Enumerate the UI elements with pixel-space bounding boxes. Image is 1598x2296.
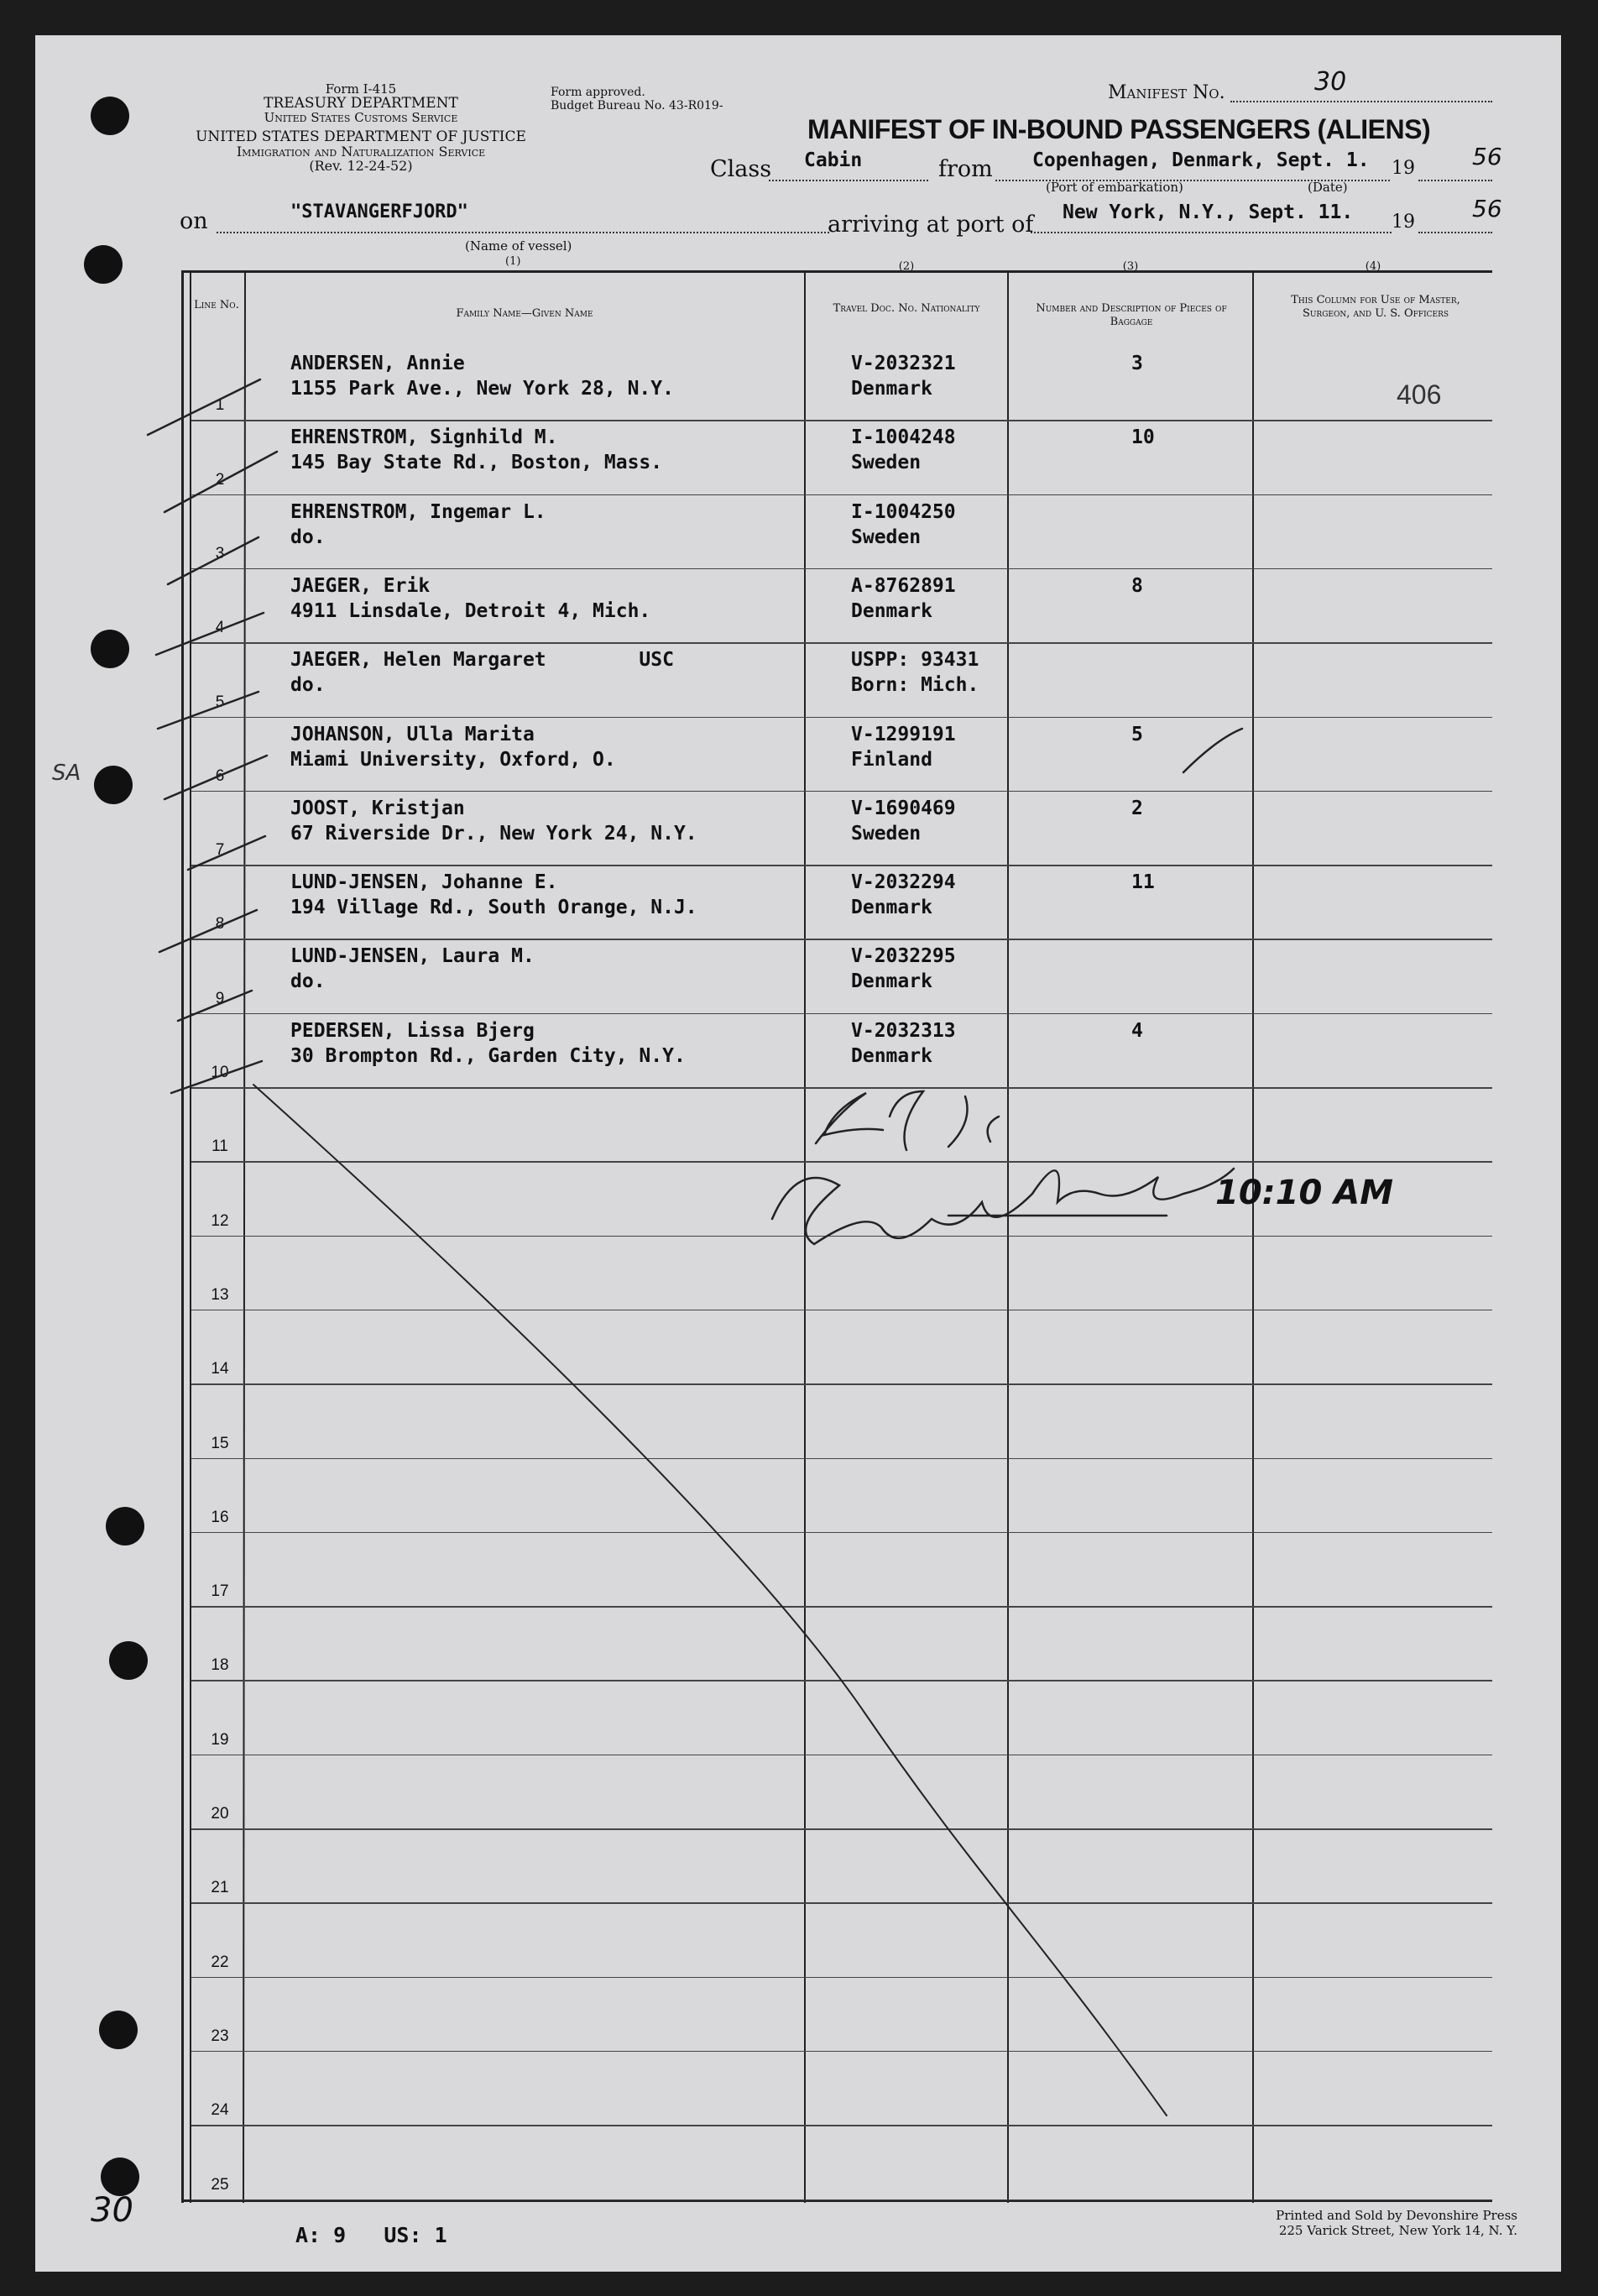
col-num-officers: (4) (1365, 260, 1381, 273)
travel-doc-number: V-2032313 (851, 1019, 956, 1042)
manifest-no-label: Manifest No. (1108, 82, 1225, 103)
cancel-line (253, 1085, 1167, 2116)
check-mark (188, 836, 265, 870)
manifest-no-value: 30 (1314, 67, 1347, 97)
travel-doc-number: A-8762891 (851, 574, 956, 597)
passenger-name: LUND-JENSEN, Laura M. (290, 945, 535, 968)
col-header-line: Line No. (194, 299, 239, 311)
travel-doc-number: I-1004250 (851, 500, 956, 523)
col-header-officers: This Column for Use of Master, Surgeon, and U. S. Officers (1291, 294, 1460, 320)
time-note: 10:10 AM (1215, 1174, 1394, 1212)
row-number: 5 (215, 693, 225, 711)
from-year: 56 (1472, 143, 1502, 170)
pen-tick (1183, 729, 1242, 772)
col-num-travel: (2) (898, 260, 915, 273)
officer-note: 406 (1397, 379, 1442, 410)
nationality: Sweden (851, 526, 922, 548)
row-number: 22 (211, 1953, 229, 1971)
class-label: Class (710, 156, 772, 182)
date-caption: (Date) (1308, 180, 1348, 195)
arrival-year-prefix: 19 (1392, 212, 1415, 233)
travel-doc-number: I-1004248 (851, 426, 956, 449)
row-number: 11 (212, 1138, 228, 1156)
customs-label: United States Customs Service (264, 110, 458, 125)
passenger-address: 194 Village Rd., South Orange, N.J. (290, 897, 697, 919)
baggage-count: 10 (1131, 426, 1155, 449)
nationality: Denmark (851, 599, 932, 622)
baggage-count: 5 (1131, 723, 1143, 745)
check-mark (168, 537, 258, 584)
travel-doc-number: V-1299191 (851, 723, 956, 745)
nationality: Denmark (851, 1044, 932, 1067)
travel-doc-number: V-2032321 (851, 353, 956, 374)
treasury-label: TREASURY DEPARTMENT (264, 95, 458, 112)
row-number: 12 (211, 1211, 229, 1230)
printer-line1: Printed and Sold by Devonshire Press (1276, 2208, 1517, 2223)
row-number: 18 (211, 1656, 229, 1675)
printer-imprint (1198, 2208, 1517, 2238)
check-mark (158, 692, 258, 729)
col-header-travel: Travel Doc. No. Nationality (833, 302, 980, 315)
signature-initials (816, 1091, 999, 1150)
check-mark (178, 991, 252, 1021)
col-header-baggage: Number and Description of Pieces of Baggage (1036, 302, 1227, 328)
passenger-address: Miami University, Oxford, O. (290, 748, 616, 771)
baggage-count: 8 (1131, 574, 1143, 597)
col-num-baggage: (3) (1122, 260, 1139, 273)
col-header-name: Family Name—Given Name (456, 307, 593, 320)
row-number: 7 (215, 841, 225, 860)
page-title: MANIFEST OF IN-BOUND PASSENGERS (ALIENS) (807, 114, 1431, 144)
passenger-address: 67 Riverside Dr., New York 24, N.Y. (290, 822, 697, 845)
passenger-address: do. (290, 970, 326, 993)
page-note: 30 (91, 2191, 133, 2230)
arriving-label: arriving at port of (828, 212, 1034, 238)
row-number: 3 (215, 544, 225, 562)
row-number: 16 (211, 1508, 229, 1526)
nationality: Sweden (851, 822, 922, 845)
passenger-address: 4911 Linsdale, Detroit 4, Mich. (290, 599, 651, 622)
travel-doc-number: V-2032295 (851, 945, 956, 968)
row-number: 10 (211, 1064, 229, 1081)
vessel-name: "STAVANGERFJORD" (290, 201, 468, 222)
check-mark (159, 910, 257, 952)
row-number: 6 (215, 766, 225, 785)
row-number: 21 (211, 1879, 229, 1897)
revision-label: (Rev. 12-24-52) (309, 158, 413, 174)
row-number: 1 (215, 396, 225, 415)
port-caption: (Port of embarkation) (1046, 180, 1183, 195)
passenger-name: EHRENSTROM, Signhild M. (290, 426, 558, 449)
passenger-address: do. (290, 674, 326, 697)
printer-line2: 225 Varick Street, New York 14, N. Y. (1278, 2223, 1517, 2238)
nationality: Denmark (851, 897, 932, 919)
passenger-address: 145 Bay State Rd., Boston, Mass. (290, 452, 663, 474)
passenger-address: 1155 Park Ave., New York 28, N.Y. (290, 378, 674, 400)
arrival-value: New York, N.Y., Sept. 11. (1063, 201, 1354, 223)
nationality: Denmark (851, 378, 932, 400)
nationality: Sweden (851, 452, 922, 474)
passenger-name: ANDERSEN, Annie (290, 353, 465, 374)
arrival-year: 56 (1472, 195, 1502, 222)
from-year-prefix: 19 (1392, 158, 1415, 179)
baggage-count: 3 (1131, 353, 1143, 374)
passenger-name: JAEGER, Helen Margaret USC (290, 649, 674, 672)
row-number: 17 (211, 1582, 229, 1601)
class-value: Cabin (804, 149, 863, 171)
passenger-name: LUND-JENSEN, Johanne E. (290, 871, 558, 894)
row-number: 4 (215, 619, 225, 637)
passenger-address: do. (290, 526, 326, 548)
on-label: on (180, 208, 208, 234)
nationality: Born: Mich. (851, 674, 979, 697)
travel-doc-number: USPP: 93431 (851, 649, 979, 672)
check-mark (156, 613, 264, 655)
footer-counts: A: 9 US: 1 (295, 2223, 447, 2247)
check-mark (164, 756, 267, 799)
row-number: 23 (211, 2027, 229, 2045)
ins-label: Immigration and Naturalization Service (236, 144, 486, 160)
margin-note: SA (52, 761, 81, 786)
row-number: 24 (211, 2101, 229, 2120)
vessel-caption: (Name of vessel) (465, 238, 572, 254)
form-number: Form I-415 (325, 81, 397, 97)
check-mark (164, 452, 277, 512)
travel-doc-number: V-2032294 (851, 871, 956, 894)
passenger-name: EHRENSTROM, Ingemar L. (290, 500, 546, 523)
baggage-count: 4 (1131, 1019, 1143, 1042)
check-mark (171, 1061, 262, 1093)
baggage-count: 11 (1131, 871, 1155, 894)
check-mark (148, 379, 260, 435)
vessel-col-num: (1) (505, 255, 521, 268)
passenger-name: JAEGER, Erik (290, 574, 431, 597)
row-number: 8 (215, 915, 225, 934)
nationality: Finland (851, 748, 932, 771)
passenger-name: JOHANSON, Ulla Marita (290, 723, 535, 745)
embarkation-value: Copenhagen, Denmark, Sept. 1. (1032, 149, 1370, 171)
passenger-address: 30 Brompton Rd., Garden City, N.Y. (290, 1044, 686, 1067)
approved-label: Form approved. (551, 86, 645, 99)
signature (772, 1169, 1234, 1244)
budget-label: Budget Bureau No. 43-R019- (551, 99, 723, 112)
travel-doc-number: V-1690469 (851, 797, 956, 819)
row-number: 15 (211, 1434, 229, 1452)
row-number: 14 (211, 1360, 229, 1378)
baggage-count: 2 (1131, 797, 1143, 819)
from-label: from (938, 156, 993, 182)
nationality: Denmark (851, 970, 932, 993)
passenger-name: JOOST, Kristjan (290, 797, 465, 819)
row-number: 20 (211, 1805, 229, 1823)
row-number: 9 (215, 989, 225, 1007)
justice-label: UNITED STATES DEPARTMENT OF JUSTICE (196, 128, 526, 145)
row-number: 25 (211, 2175, 229, 2194)
passenger-name: PEDERSEN, Lissa Bjerg (290, 1019, 535, 1042)
row-number: 19 (211, 1730, 229, 1749)
row-number: 2 (215, 470, 225, 489)
row-number: 13 (211, 1285, 229, 1304)
